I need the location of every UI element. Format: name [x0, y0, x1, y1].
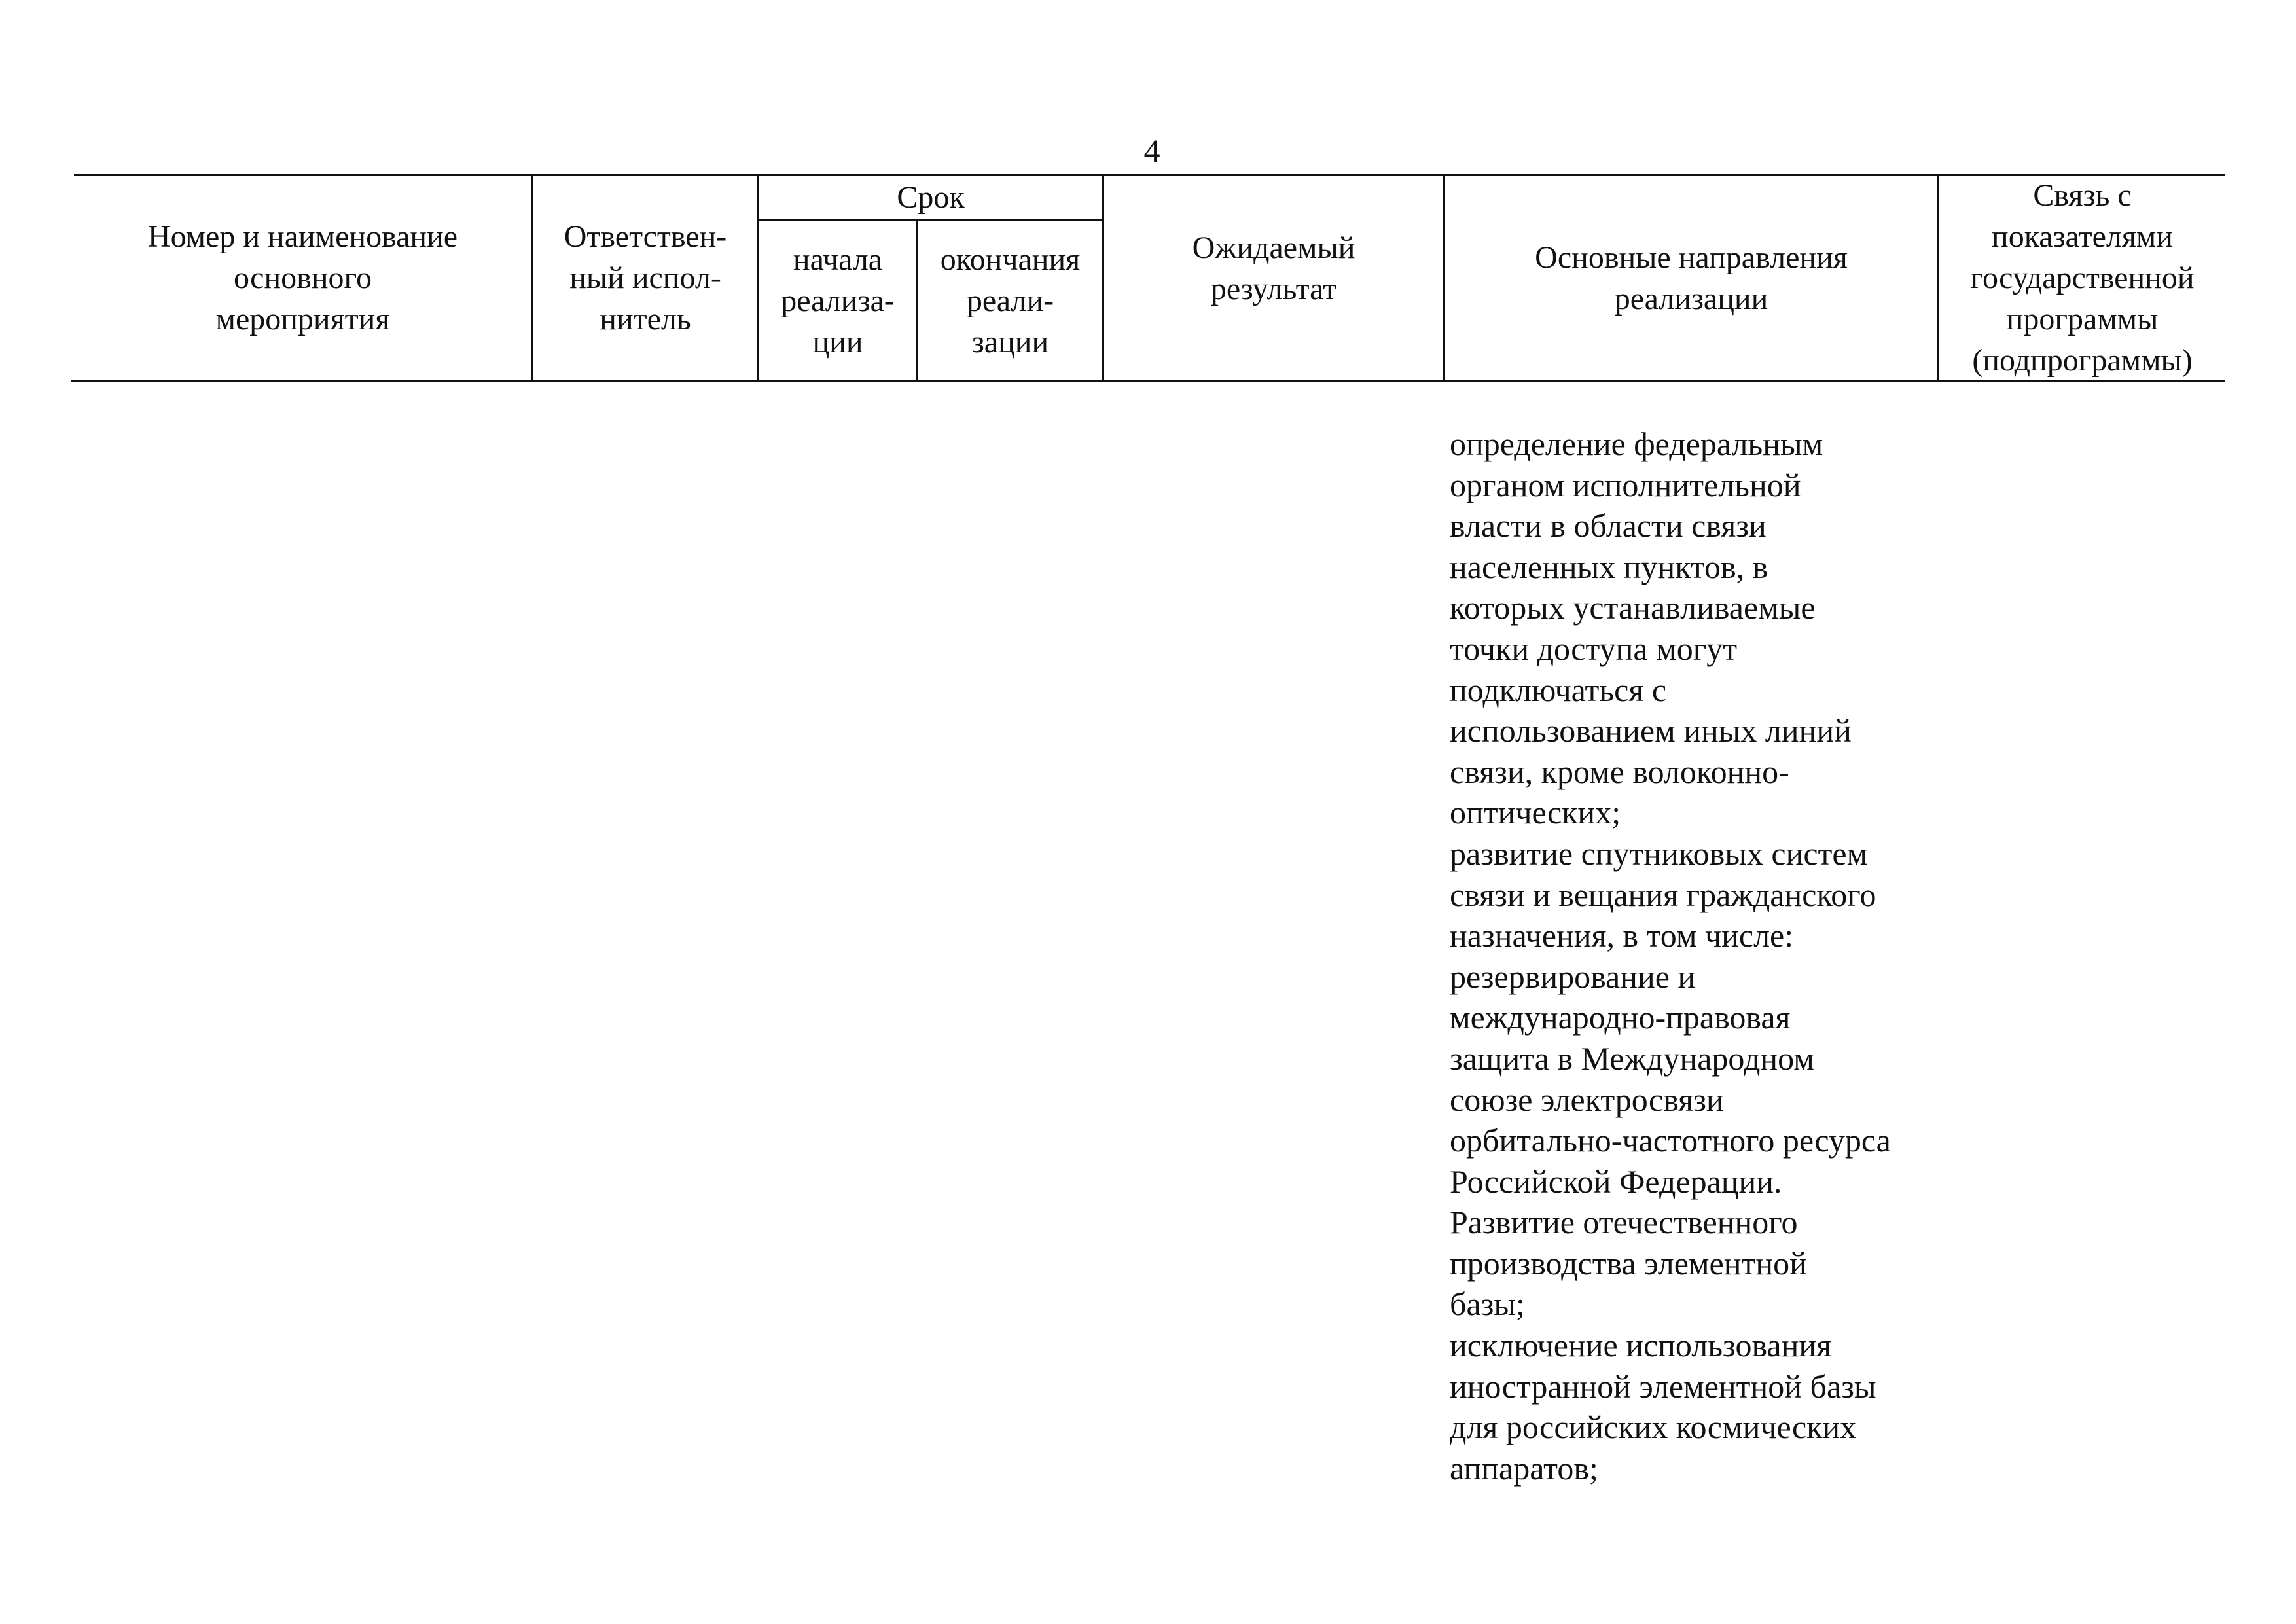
text-line: защита в Международном	[1450, 1039, 1814, 1077]
text-line: производства элементной	[1450, 1244, 1807, 1282]
text-line: подключаться с	[1450, 671, 1667, 708]
header-srok: Срок	[897, 179, 965, 215]
page-number: 4	[1143, 132, 1160, 169]
text-line: Российской Федерации.	[1450, 1163, 1782, 1200]
text-line: орбитально-частотного ресурса	[1450, 1122, 1891, 1159]
text-line: иностранной элементной базы	[1450, 1367, 1876, 1405]
text-line: назначения, в том числе:	[1450, 917, 1794, 954]
text-line: Развитие отечественного	[1450, 1204, 1798, 1241]
header-link-to-indicators: Связь с показателями государственной программы (подпрограммы)	[1970, 178, 2195, 378]
header-start: начала реализа- ции	[781, 242, 895, 359]
text-line: использованием иных линий	[1450, 712, 1852, 749]
text-line: аппаратов;	[1450, 1449, 1598, 1487]
header-expected-result: Ожидаемый результат	[1192, 230, 1355, 306]
table-header-bottom-border	[71, 380, 2225, 382]
text-line: точки доступа могут	[1450, 630, 1738, 667]
header-activity-name: Номер и наименование основного мероприятия	[147, 219, 458, 336]
text-line: союзе электросвязи	[1450, 1081, 1724, 1118]
text-line: населенных пунктов, в	[1450, 548, 1768, 585]
text-line: оптических;	[1450, 794, 1621, 831]
text-line: резервирование и	[1450, 958, 1696, 995]
header-responsible-executor: Ответствен- ный испол- нитель	[564, 219, 727, 336]
text-line: связи и вещания гражданского	[1450, 876, 1876, 913]
text-line: власти в области связи	[1450, 507, 1767, 545]
text-line: определение федеральным	[1450, 425, 1823, 462]
text-line: базы;	[1450, 1286, 1525, 1323]
text-line: органом исполнительной	[1450, 466, 1801, 503]
text-line: международно-правовая	[1450, 999, 1791, 1036]
main-directions-text	[1450, 424, 1973, 1489]
header-main-directions: Основные направления реализации	[1535, 240, 1848, 316]
header-end: окончания реали- зации	[940, 242, 1081, 359]
text-line: связи, кроме волоконно-	[1450, 753, 1789, 790]
text-line: которых устанавливаемые	[1450, 589, 1816, 626]
text-line: развитие спутниковых систем	[1450, 835, 1868, 872]
text-line: для российских космических	[1450, 1409, 1857, 1446]
text-line: исключение использования	[1450, 1327, 1832, 1364]
